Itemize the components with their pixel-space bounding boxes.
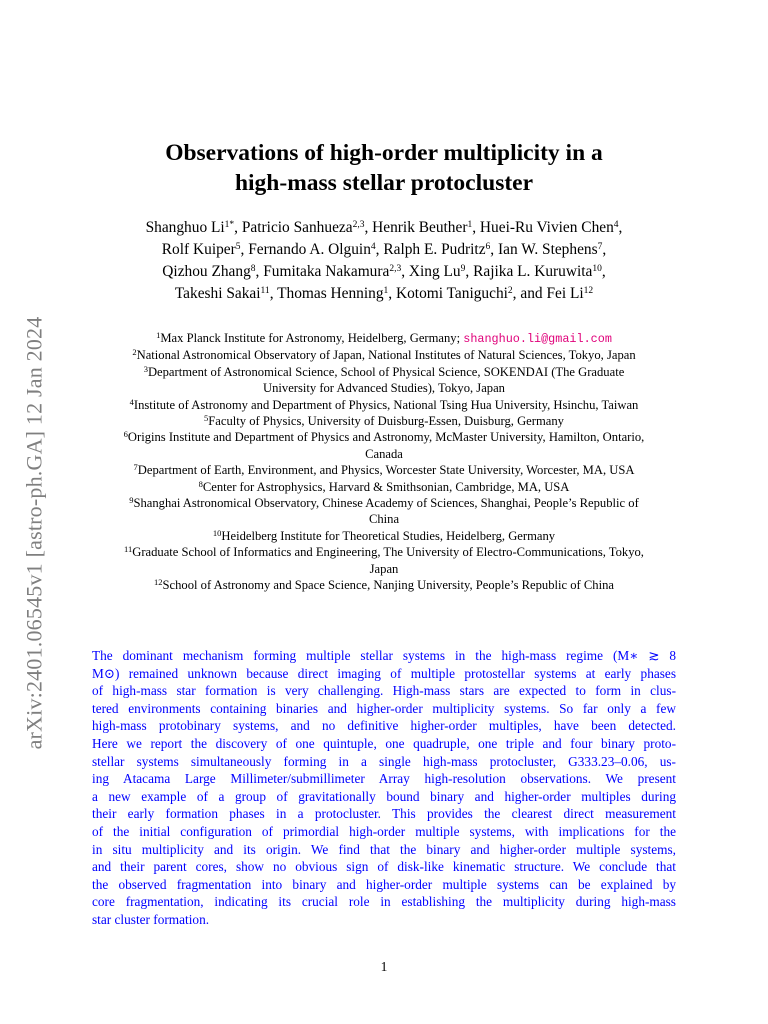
affiliation-item [92,364,676,380]
affiliation-item [92,429,676,445]
title-line-2: high-mass stellar protocluster [234,170,534,196]
author-separator: , [490,241,498,258]
abstract-line: and their parent cores, show no obvious sign of disk-like kinematic structure. We conclude that [92,859,676,875]
affiliation-number: 8 [198,478,203,489]
affiliation-text: Faculty of Physics, University of Duisburg-Essen, Duisburg, Germany [208,414,564,429]
affiliation-item [92,397,676,413]
affiliation-number: 12 [154,577,163,588]
author-affiliation-marker: 4 [613,220,619,230]
affiliation-item [92,577,676,593]
affiliation-item [92,330,676,347]
affiliation-number: 3 [143,363,148,374]
author-affiliation-marker: 7 [597,242,603,252]
abstract-line: high-mass protobinary systems, and no definitive higher-order multiples, have been detected. [92,718,676,734]
affiliation-number: 1 [156,330,161,340]
abstract-line: of high-mass star formation is very challenging. High-mass stars are expected to form in clus- [92,683,676,699]
affiliation-continuation: University for Advanced Studies), Tokyo, Japan [263,381,505,396]
affiliation-number: 7 [133,462,138,473]
affiliation-text: National Astronomical Observatory of Japan, National Institutes of Natural Sciences, Tokyo, Japan [136,348,636,363]
author-separator: , [601,263,606,280]
author-affiliation-marker: 6 [485,242,491,252]
affiliation-number: 4 [129,396,134,407]
author-affiliation-marker: 2,3 [389,264,402,274]
author-line-3 [92,261,676,283]
author-name: Xing Lu [408,263,461,280]
author-name: Patricio Sanhueza [241,219,353,236]
affiliation-text: Shanghai Astronomical Observatory, Chinese Academy of Sciences, Shanghai, People’s Republic of [133,496,639,511]
author-name: Fernando A. Olguin [248,241,371,258]
abstract [92,647,676,929]
author-name: Ralph E. Pudritz [383,241,486,258]
author-separator: , and [512,285,547,302]
abstract-line: M⊙) remained unknown because direct imaging of multiple protostellar systems at early phases [92,665,676,681]
author-affiliation-marker: 11 [260,286,270,296]
author-separator: , [618,219,623,236]
affiliation-text: Center for Astrophysics, Harvard & Smithsonian, Cambridge, MA, USA [202,479,570,494]
author-name: Fumitaka Nakamura [263,263,390,280]
paper-title [92,138,676,198]
abstract-line: The dominant mechanism forming multiple stellar systems in the high-mass regime (M∗ ≳ 8 [92,648,676,663]
affiliation-list [92,330,676,594]
abstract-line: ing Atacama Large Millimeter/submillimeter Array high-resolution observations. We present [92,771,676,787]
author-affiliation-marker: 2 [507,286,513,296]
affiliation-item [92,495,676,511]
abstract-line: the observed fragmentation into binary and higher-order multiple systems can be explained by [92,876,676,892]
author-name: Fei Li [546,285,584,302]
author-affiliation-marker: 5 [235,242,241,252]
author-separator: , [240,241,249,258]
abstract-line: of the initial configuration of primordial high-order multiple systems, with implications for the [92,823,676,839]
abstract-line: tered environments containing binaries and higher-order multiplicity systems. So far only a few [92,700,676,716]
author-affiliation-marker: 1 [467,220,473,230]
author-separator: , [388,285,396,302]
affiliation-item [92,413,676,429]
author-name: Takeshi Sakai [174,285,261,302]
author-name: Qizhou Zhang [162,263,251,280]
affiliation-item [92,544,676,560]
abstract-line: star cluster formation. [92,911,210,927]
author-separator: , [375,241,384,258]
author-name: Kotomi Taniguchi [396,285,508,302]
author-name: Henrik Beuther [372,219,468,236]
author-separator: , [269,285,278,302]
author-affiliation-marker: 2,3 [352,220,365,230]
author-affiliation-marker: 4 [370,242,376,252]
author-separator: , [602,241,607,258]
affiliation-text: School of Astronomy and Space Science, Nanjing University, People’s Republic of China [162,578,614,593]
affiliation-item [92,347,676,363]
affiliation-text: Graduate School of Informatics and Engineering, The University of Electro-Communications, Tokyo, [132,545,644,560]
author-separator: , [255,263,264,280]
affiliation-number: 5 [204,413,209,424]
author-affiliation-marker: 12 [583,286,594,296]
affiliation-continuation: Japan [369,561,399,576]
author-line-1 [92,217,676,239]
affiliation-item [92,528,676,544]
abstract-line: in situ multiplicity and its origin. We find that the binary and higher-order multiple systems, [92,841,676,857]
author-name: Ian W. Stephens [497,241,598,258]
author-separator: , [234,219,242,236]
affiliation-text: Origins Institute and Department of Physics and Astronomy, McMaster University, Hamilton, Ontario, [127,430,645,445]
arxiv-identifier-text: arXiv:2401.06545v1 [astro-ph.GA] 12 Jan 2024 [21,316,47,750]
title-line-1: Observations of high-order multiplicity in a [165,140,603,166]
abstract-line: stellar systems simultaneously forming in a single high-mass protocluster, G333.23–0.06, us- [92,753,676,769]
author-affiliation-marker: 10 [592,264,602,274]
author-name: Huei-Ru Vivien Chen [479,219,614,236]
author-separator: , [401,263,409,280]
author-line-2 [92,239,676,261]
affiliation-number: 2 [132,347,137,358]
affiliation-text: Department of Earth, Environment, and Physics, Worcester State University, Worcester, MA, USA [137,463,635,478]
author-affiliation-marker: 1* [224,220,235,230]
author-affiliation-marker: 1 [383,286,389,296]
affiliation-number: 11 [124,544,133,555]
page-number: 1 [380,959,388,974]
author-name: Thomas Henning [277,285,384,302]
affiliation-item [92,462,676,478]
author-separator: , [465,263,474,280]
abstract-line: core fragmentation, indicating its crucial role in establishing the multiplicity during high-mass [92,894,676,910]
abstract-line: their early formation phases in a protocluster. This provides the clearest direct measurement [92,806,676,822]
author-name: Shanghuo Li [145,219,225,236]
affiliation-number: 9 [129,495,134,506]
abstract-line: Here we report the discovery of one quintuple, one quadruple, one triple and four binary proto- [92,735,676,751]
corresponding-author-email-link[interactable]: shanghuo.li@gmail.com [463,332,612,346]
author-name: Rolf Kuiper [161,241,236,258]
affiliation-text: Institute of Astronomy and Department of Physics, National Tsing Hua University, Hsinchu, Taiwan [133,397,639,412]
arxiv-identifier-stamp [22,298,46,768]
affiliation-text: Department of Astronomical Science, School of Physical Science, SOKENDAI (The Graduate [147,364,625,379]
abstract-line: a new example of a group of gravitationally bound binary and higher-order multiples during [92,788,676,804]
author-separator: , [472,219,480,236]
affiliation-continuation: China [368,512,400,527]
affiliation-text: Heidelberg Institute for Theoretical Studies, Heidelberg, Germany [221,528,556,543]
affiliation-item [92,479,676,495]
author-line-4 [92,283,676,305]
author-name: Rajika L. Kuruwita [473,263,593,280]
author-affiliation-marker: 8 [250,264,256,274]
author-list [92,217,676,305]
author-separator: , [364,219,373,236]
affiliation-continuation: Canada [365,446,403,461]
affiliation-text: Max Planck Institute for Astronomy, Heidelberg, Germany; [160,331,464,345]
author-affiliation-marker: 9 [460,264,466,274]
affiliation-number: 10 [212,527,222,538]
affiliation-number: 6 [123,429,128,440]
